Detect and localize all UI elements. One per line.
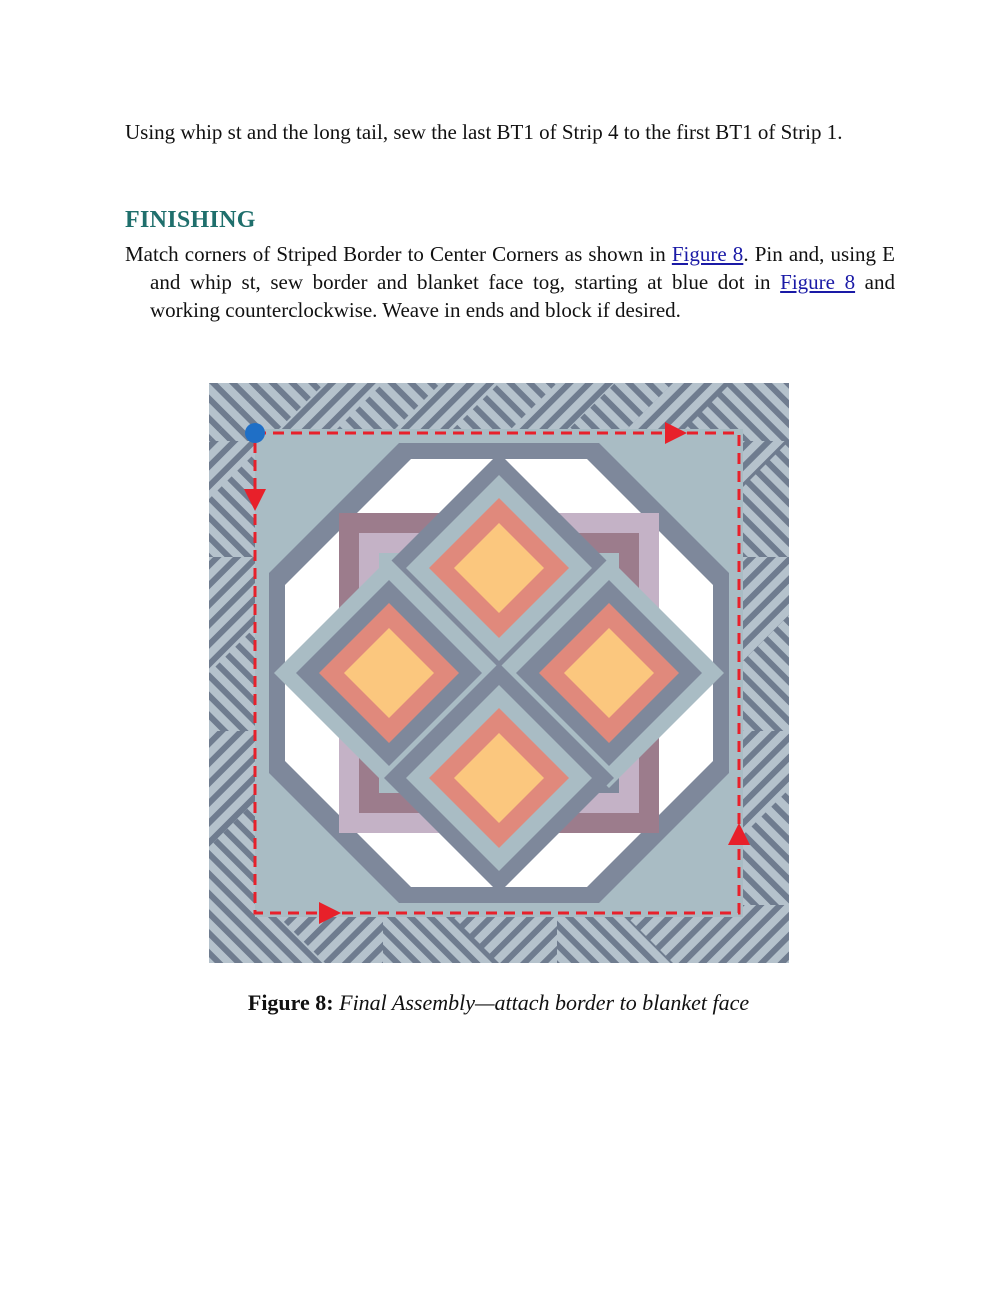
final-assembly-diagram bbox=[209, 383, 789, 963]
section-heading-finishing: FINISHING bbox=[125, 207, 256, 233]
paragraph-seam-instructions: Using whip st and the long tail, sew the last BT1 of Strip 4 to the first BT1 of Strip 1. bbox=[125, 120, 843, 144]
pinwheel-center bbox=[274, 453, 724, 893]
text-segment: . Pin and, using E and whip st, sew border and blanket face tog, starting at blue dot in bbox=[150, 242, 896, 294]
start-dot-icon bbox=[245, 423, 265, 443]
text-segment: and working counterclockwise. Weave in ends and block if desired. bbox=[150, 270, 896, 322]
figure-8-link[interactable]: Figure 8 bbox=[780, 270, 856, 294]
paragraph-finishing-instructions bbox=[125, 240, 895, 324]
text-segment: Match corners of Striped Border to Center Corners as shown in bbox=[125, 242, 672, 266]
figure-caption bbox=[0, 990, 997, 1016]
caption-label: Figure 8: bbox=[247, 990, 334, 1015]
caption-text: Final Assembly—attach border to blanket face bbox=[339, 990, 750, 1015]
figure-8-link[interactable]: Figure 8 bbox=[671, 242, 744, 266]
figure-8-illustration bbox=[209, 383, 789, 963]
